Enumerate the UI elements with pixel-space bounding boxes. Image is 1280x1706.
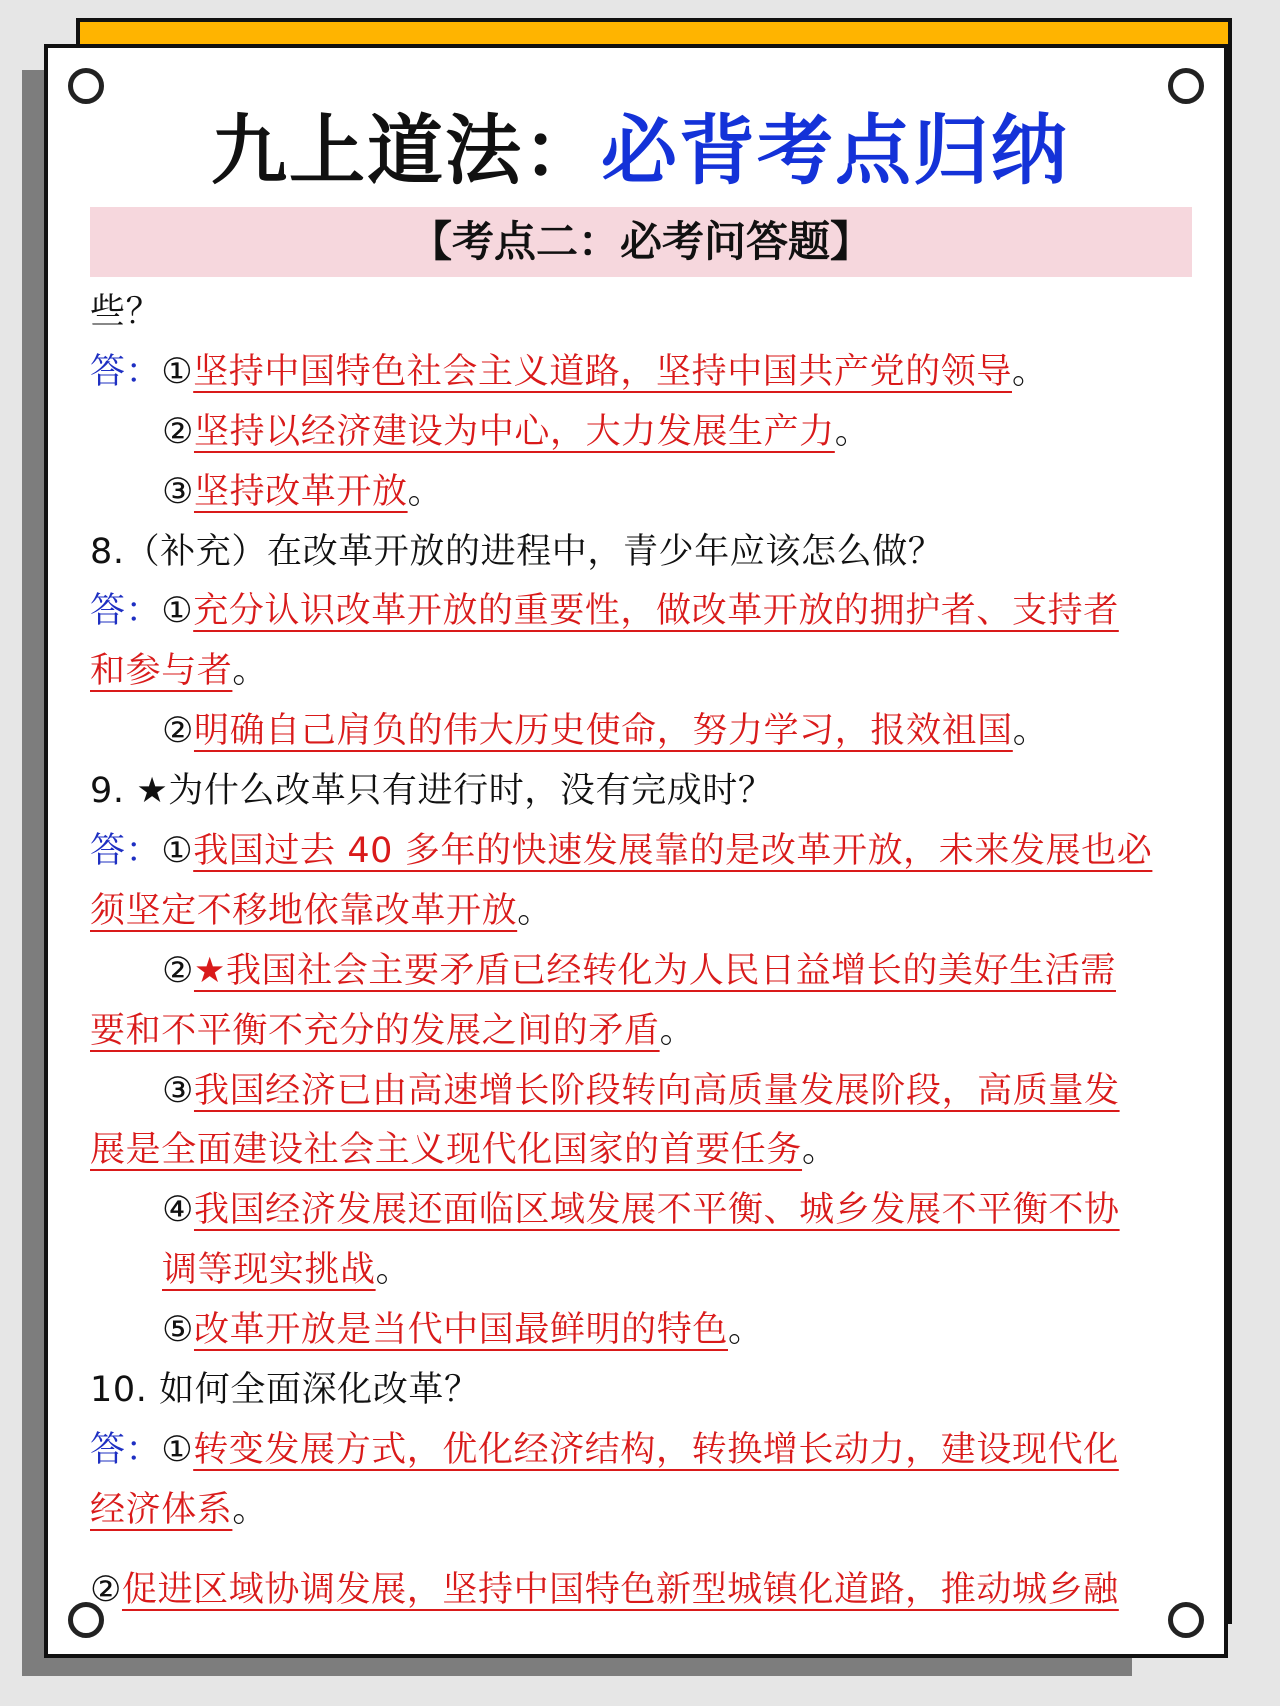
answer-label: 答： [90,1429,162,1470]
answer-line: 答：①转变发展方式，优化经济结构，转换增长动力，建设现代化 [90,1429,1119,1470]
page-title [0,96,1280,206]
answer-point: ★我国社会主要矛盾已经转化为人民日益增长的美好生活需 [193,950,1116,991]
answer-label: 答： [90,831,162,872]
answer-line: 答：①充分认识改革开放的重要性，做改革开放的拥护者、支持者 [90,591,1119,632]
title-subject: 九上道法： [211,106,601,195]
section-banner: 【考点二：必考问答题】 [90,207,1192,277]
answer-point: 和参与者 [90,651,233,692]
answer-line: ③我国经济已由高速增长阶段转向高质量发展阶段，高质量发 [162,1070,1120,1111]
question-line: 10. 如何全面深化改革？ [90,1370,480,1411]
answer-line: 要和不平衡不充分的发展之间的矛盾。 [90,1010,696,1051]
answer-point: 我国经济发展还面临区域发展不平衡、城乡发展不平衡不协 [193,1190,1120,1231]
answer-line: ②坚持以经济建设为中心，大力发展生产力。 [162,411,871,452]
answer-line: 展是全面建设社会主义现代化国家的首要任务。 [90,1130,838,1171]
answer-point: 经济体系 [90,1489,233,1530]
answer-line: ③坚持改革开放。 [162,471,444,512]
answer-point: 改革开放是当代中国最鲜明的特色 [193,1310,728,1351]
answer-point: 坚持中国特色社会主义道路，坚持中国共产党的领导 [193,351,1012,392]
answer-line: ⑤改革开放是当代中国最鲜明的特色。 [162,1310,764,1351]
answer-line: 答：①我国过去 40 多年的快速发展靠的是改革开放，未来发展也必 [90,831,1153,872]
question-line: 8.（补充）在改革开放的进程中，青少年应该怎么做？ [90,531,944,572]
answer-line: 经济体系。 [90,1489,269,1530]
question-line: 9. ★为什么改革只有进行时，没有完成时？ [90,771,774,812]
answer-line: ②★我国社会主要矛盾已经转化为人民日益增长的美好生活需 [162,950,1116,991]
answer-line: 须坚定不移地依靠改革开放。 [90,890,553,931]
answer-line: ②促进区域协调发展，坚持中国特色新型城镇化道路，推动城乡融 [90,1569,1119,1610]
answer-point: 须坚定不移地依靠改革开放 [90,890,518,931]
answer-point: 转变发展方式，优化经济结构，转换增长动力，建设现代化 [193,1429,1119,1470]
answer-point: 要和不平衡不充分的发展之间的矛盾 [90,1010,660,1051]
answer-point: 明确自己肩负的伟大历史使命，努力学习，报效祖国 [193,711,1013,752]
answer-point: 促进区域协调发展，坚持中国特色新型城镇化道路，推动城乡融 [121,1569,1119,1610]
text-line: 些？ [90,292,162,332]
answer-point: 调等现实挑战 [162,1250,376,1291]
answer-point: 我国过去 40 多年的快速发展靠的是改革开放，未来发展也必 [193,831,1153,872]
title-topic: 必背考点归纳 [601,106,1069,195]
answer-point: 我国经济已由高速增长阶段转向高质量发展阶段，高质量发 [193,1070,1120,1111]
answer-point: 展是全面建设社会主义现代化国家的首要任务 [90,1130,803,1171]
answer-point: 坚持改革开放 [193,471,408,512]
qa-content [90,279,1196,1617]
answer-line: ④我国经济发展还面临区域发展不平衡、城乡发展不平衡不协 [162,1190,1120,1231]
answer-label: 答： [90,351,162,392]
answer-point: 充分认识改革开放的重要性，做改革开放的拥护者、支持者 [193,591,1119,632]
answer-line: 答：①坚持中国特色社会主义道路，坚持中国共产党的领导。 [90,351,1048,392]
answer-line: 调等现实挑战。 [162,1250,412,1291]
answer-line: 和参与者。 [90,651,269,692]
answer-line: ②明确自己肩负的伟大历史使命，努力学习，报效祖国。 [162,711,1049,752]
answer-label: 答： [90,591,162,632]
answer-point: 坚持以经济建设为中心，大力发展生产力 [193,411,835,452]
